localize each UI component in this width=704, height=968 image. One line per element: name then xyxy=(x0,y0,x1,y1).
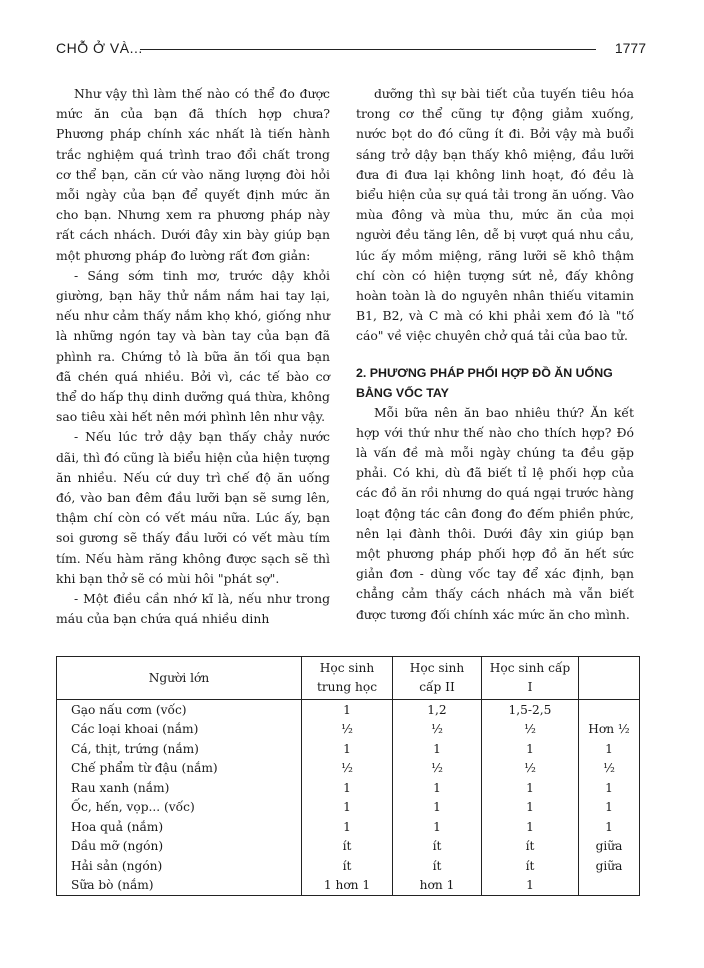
table-cell: Các loại khoai (nắm) xyxy=(57,720,302,740)
table-row xyxy=(57,817,640,837)
paragraph: - Một điều cần nhớ kĩ là, nếu như trong máu của bạn chứa quá nhiều dinh xyxy=(56,591,330,627)
table-cell: ít xyxy=(482,837,579,857)
table-cell: Ốc, hến, vọp... (vốc) xyxy=(57,798,302,818)
table-cell: 1,5-2,5 xyxy=(482,700,579,720)
table-row xyxy=(57,876,640,896)
paragraph: - Sáng sớm tinh mơ, trước dậy khỏi giường, bạn hãy thử nắm nắm hai tay lại, nếu như cảm thấy nắm khọ khó, giống như là những ngón tay và bàn tay của bạn đã phình ra. Chứng tỏ là bữa ăn tối qua bạn đã chén quá nhiều. Bởi vì, các tế bào cơ thể do hấp thụ dinh dưỡng quá thừa, không sao tiêu xài hết nên mới phình lên như vậy. xyxy=(56,267,330,425)
table-cell: 1 xyxy=(579,798,640,818)
table-cell: ½ xyxy=(482,720,579,740)
table-cell: ½ xyxy=(302,720,393,740)
portion-table xyxy=(56,656,640,896)
table-row xyxy=(57,778,640,798)
table-cell: Hải sản (ngón) xyxy=(57,856,302,876)
table-cell: hơn 1 xyxy=(393,876,482,896)
paragraph: - Nếu lúc trở dậy bạn thấy chảy nước dãi, thì đó cũng là biểu hiện của hiện tượng ăn nhiều. Nếu cứ duy trì chế độ ăn uống đó, vào ban đêm đầu lưỡi bạn sẽ sưng lên, thậm chí còn có vết máu nữa. Lúc ấy, bạn soi gương sẽ thấy đầu lưỡi có vết màu tím tím. Nếu hàm răng không được sạch sẽ thì khi bạn thở sẽ có mùi hôi "phát sợ". xyxy=(56,429,330,586)
table-cell: 1 xyxy=(302,798,393,818)
table-cell: Dầu mỡ (ngón) xyxy=(57,837,302,857)
table-cell: 1 xyxy=(302,817,393,837)
table-cell: Hơn ½ xyxy=(579,720,640,740)
table-cell: Rau xanh (nắm) xyxy=(57,778,302,798)
right-column xyxy=(356,84,634,625)
column-header: Người lớn xyxy=(57,657,302,700)
table-cell: Hoa quả (nắm) xyxy=(57,817,302,837)
table-cell: 1 xyxy=(482,739,579,759)
table-header-row xyxy=(57,657,640,700)
table-cell: 1 xyxy=(302,778,393,798)
table-cell: 1 xyxy=(393,778,482,798)
table-cell: 1 xyxy=(579,778,640,798)
table-row xyxy=(57,798,640,818)
table-cell: 1 xyxy=(393,739,482,759)
table-row xyxy=(57,720,640,740)
table-cell: 1 xyxy=(579,817,640,837)
section-heading: 2. PHƯƠNG PHÁP PHỐI HỢP ĐỒ ĂN UỐNG BẰNG VỐC TAY xyxy=(356,365,613,400)
table-cell: ½ xyxy=(482,759,579,779)
table-cell: ít xyxy=(302,856,393,876)
table-cell: 1 xyxy=(482,798,579,818)
page-header xyxy=(56,40,646,62)
column-header xyxy=(579,657,640,700)
table-cell: 1 xyxy=(579,739,640,759)
column-header: Học sinh cấp I xyxy=(482,657,579,700)
table-cell: 1 hơn 1 xyxy=(302,876,393,896)
table-row xyxy=(57,739,640,759)
table-cell: Chế phẩm từ đậu (nắm) xyxy=(57,759,302,779)
table-cell: 1 xyxy=(393,798,482,818)
table-row xyxy=(57,856,640,876)
table-cell: ít xyxy=(482,856,579,876)
table-cell: ít xyxy=(393,837,482,857)
table-cell: 1 xyxy=(482,876,579,896)
table-cell: ít xyxy=(393,856,482,876)
table-cell: 1 xyxy=(393,817,482,837)
table-cell xyxy=(579,876,640,896)
table-cell: ít xyxy=(302,837,393,857)
table-cell xyxy=(579,700,640,720)
table-cell: 1 xyxy=(482,778,579,798)
table-cell: 1 xyxy=(302,739,393,759)
table-cell: Gạo nấu cơm (vốc) xyxy=(57,700,302,720)
left-column xyxy=(56,84,330,629)
paragraph: dưỡng thì sự bài tiết của tuyến tiêu hóa trong cơ thể cũng tự động giảm xuống, nước bọt do đó cũng ít đi. Bởi vậy mà buổi sáng trở dậy bạn thấy khô miệng, đầu lưỡi đưa đi đưa lại không linh hoạt, đó đều là biểu hiện của sự quá tải trong ăn uống. Vào mùa đông và mùa thu, mức ăn của mọi người đều tăng lên, dễ bị vượt quá nhu cầu, lúc ấy mồm miệng, răng lưỡi sẽ khô thậm chí còn có hiện tượng sứt nẻ, đấy không hoàn toàn là do nguyên nhân thiếu vitamin B1, B2, và C mà có khi phải xem đó là "tố cáo" về việc chuyên chở quá tải của bao tử. xyxy=(356,86,634,344)
paragraph: Như vậy thì làm thế nào có thể đo được mức ăn của bạn đã thích hợp chưa? Phương pháp chính xác nhất là tiến hành trắc nghiệm quá trình trao đổi chất trong cơ thể bạn, căn cứ vào năng lượng đòi hỏi mỗi ngày của bạn để quyết định mức ăn cho bạn. Nhưng xem ra phương pháp này rất cách nhách. Dưới đây xin bày giúp bạn một phương pháp đo lường rất đơn giản: xyxy=(56,86,330,263)
running-title: CHỖ Ở VÀ... xyxy=(56,40,143,56)
page-number: 1777 xyxy=(614,40,646,56)
table-cell: ½ xyxy=(302,759,393,779)
table-cell: Sữa bò (nắm) xyxy=(57,876,302,896)
table-cell: 1 xyxy=(482,817,579,837)
table-cell: giữa xyxy=(579,837,640,857)
table-cell: ½ xyxy=(393,759,482,779)
header-rule xyxy=(140,49,596,50)
table-row xyxy=(57,700,640,720)
table-cell: 1 xyxy=(302,700,393,720)
table-row xyxy=(57,759,640,779)
column-header: Học sinh cấp II xyxy=(393,657,482,700)
table-cell: ½ xyxy=(393,720,482,740)
table-cell: ½ xyxy=(579,759,640,779)
column-header: Học sinh trung học xyxy=(302,657,393,700)
table-cell: Cá, thịt, trứng (nắm) xyxy=(57,739,302,759)
paragraph: Mỗi bữa nên ăn bao nhiêu thứ? Ăn kết hợp với thứ như thế nào cho thích hợp? Đó là vấn đề mà mỗi ngày chúng ta đều gặp phải. Có khi, dù đã biết tỉ lệ phối hợp của các đồ ăn rồi nhưng do quá ngại trước hàng loạt động tác cân đong đo đếm phiền phức, nên lại đành thôi. Dưới đây xin giúp bạn một phương pháp phối hợp đồ ăn hết sức giản đơn - dùng vốc tay để xác định, bạn chẳng cảm thấy cách nhách mà vẫn biết được tương đối chính xác mức ăn cho mình. xyxy=(356,404,634,622)
table-cell: 1,2 xyxy=(393,700,482,720)
table-cell: giữa xyxy=(579,856,640,876)
table-row xyxy=(57,837,640,857)
